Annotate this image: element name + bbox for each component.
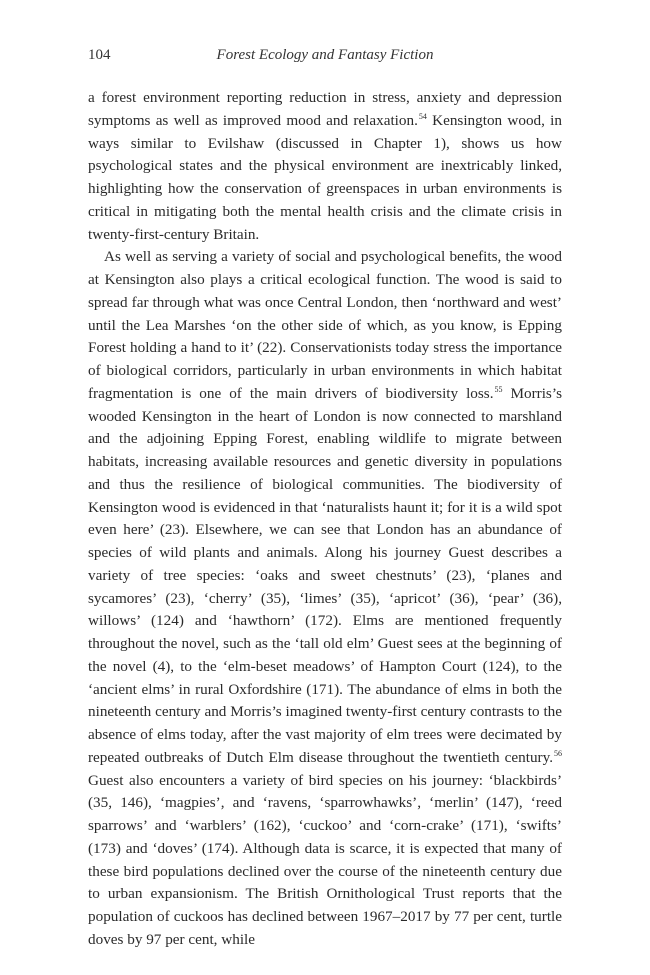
text-span: Kensington wood, in ways similar to Evilshaw (discussed in Chapter 1), shows us how psychological states and the physical environment are inextricably linked, highlighting how the conservation of greenspaces in urban environments is critical in mitigating both the mental health crisis and the climate crisis in twenty-first-century Britain. — [88, 111, 562, 243]
paragraph-1 — [88, 87, 562, 246]
running-head — [88, 47, 562, 67]
footnote-marker: 55 — [494, 384, 503, 394]
text-span: a forest environment reporting reduction in stress, anxiety and depression symptoms as well as improved mood and relaxation. — [88, 89, 562, 129]
running-title: Forest Ecology and Fantasy Fiction — [216, 47, 434, 63]
footnote-marker: 56 — [554, 748, 562, 758]
body-text — [88, 87, 562, 952]
paragraph-2 — [88, 246, 562, 951]
text-span: Morris’s wooded Kensington in the heart of London is now connected to marshland and the adjoining Epping Forest, enabling wildlife to migrate between habitats, increasing available resources and genetic diversity in populations and thus the resilience of biological communities. The biodiversity of Kensington wood is evidenced in that ‘naturalists haunt it; for it is a wild spot even here’ (23). Elsewhere, we can see that London has an abundance of species of wild plants and animals. Along his journey Guest describes a variety of tree species: ‘oaks and sweet chestnuts’ (23), ‘planes and sycamores’ (23), ‘cherry’ (35), ‘limes’ (35), ‘apricot’ (36), ‘pear’ (36), willows’ (124) and ‘hawthorn’ (172). Elms are mentioned frequently throughout the novel, such as the ‘tall old elm’ Guest sees at the beginning of the novel (4), to the ‘elm-beset meadows’ of Hampton Court (124), to the ‘ancient elms’ in rural Oxfordshire (171). The abundance of elms in both the nineteenth century and Morris’s imagined twenty-first century contrasts to the absence of elms today, after the vast majority of elm trees were decimated by repeated outbreaks of Dutch Elm disease throughout the twentieth century. — [88, 384, 562, 766]
text-span: Guest also encounters a variety of bird species on his journey: ‘blackbirds’ (35, 146), ‘magpies’, and ‘ravens, ‘sparrowhawks’, ‘merlin’ (147), ‘reed sparrows’ and ‘warblers’ (162), ‘cuckoo’ and ‘corn-crake’ (171), ‘swifts’ (173) and ‘doves’ (174). Although data is scarce, it is expected that many of these bird populations declined over the course of the nineteenth century due to urban expansionism. The British Ornithological Trust reports that the population of cuckoos has declined between 1967–2017 by 77 per cent, turtle doves by 97 per cent, while — [88, 771, 562, 948]
page-number: 104 — [88, 47, 111, 63]
text-span: As well as serving a variety of social and psychological benefits, the wood at Kensington also plays a critical ecological function. The wood is said to spread far through what was once Central London, then ‘northward and west’ until the Lea Marshes ‘on the other side of which, as you know, is Epping Forest holding a hand to it’ (22). Conservationists today stress the importance of biological corridors, particularly in urban environments in which habitat fragmentation is one of the main drivers of biodiversity loss. — [88, 248, 562, 402]
footnote-marker: 54 — [418, 111, 427, 121]
